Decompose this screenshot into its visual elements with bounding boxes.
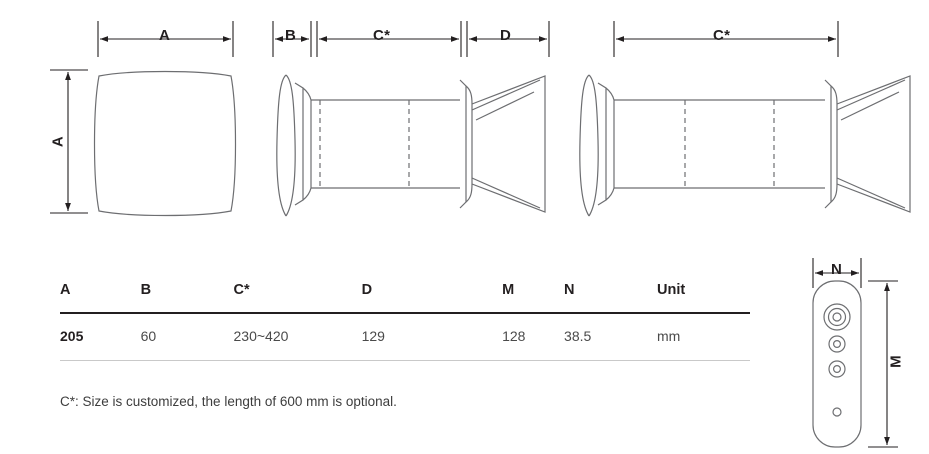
header-m: M bbox=[502, 282, 515, 298]
cell-c: 230~420 bbox=[233, 328, 289, 344]
header-n: N bbox=[564, 282, 575, 298]
dim-label-front-width: A bbox=[159, 27, 171, 44]
table-header-row bbox=[60, 278, 750, 313]
dim-label-d: D bbox=[500, 27, 512, 44]
cell-n: 38.5 bbox=[564, 328, 592, 344]
dim-label-remote-n: N bbox=[831, 261, 843, 278]
header-b: B bbox=[140, 282, 152, 298]
spec-table bbox=[60, 278, 750, 361]
footnote: C*: Size is customized, the length of 600 mm is optional. bbox=[60, 394, 397, 409]
cell-d: 129 bbox=[361, 328, 385, 344]
dim-label-remote-m: M bbox=[887, 355, 905, 368]
dim-label-long-c-star: C* bbox=[713, 27, 731, 44]
dim-label-front-height: A bbox=[49, 135, 67, 148]
header-c: C* bbox=[233, 282, 250, 298]
cell-m: 128 bbox=[502, 328, 526, 344]
header-a: A bbox=[60, 282, 71, 298]
dim-label-b: B bbox=[285, 27, 297, 44]
header-d: D bbox=[361, 282, 373, 298]
cell-unit: mm bbox=[656, 328, 681, 344]
dim-label-c-star: C* bbox=[373, 27, 391, 44]
cell-a: 205 bbox=[60, 328, 84, 344]
cell-b: 60 bbox=[140, 328, 157, 344]
table-row bbox=[60, 313, 750, 361]
header-unit: Unit bbox=[656, 282, 686, 298]
